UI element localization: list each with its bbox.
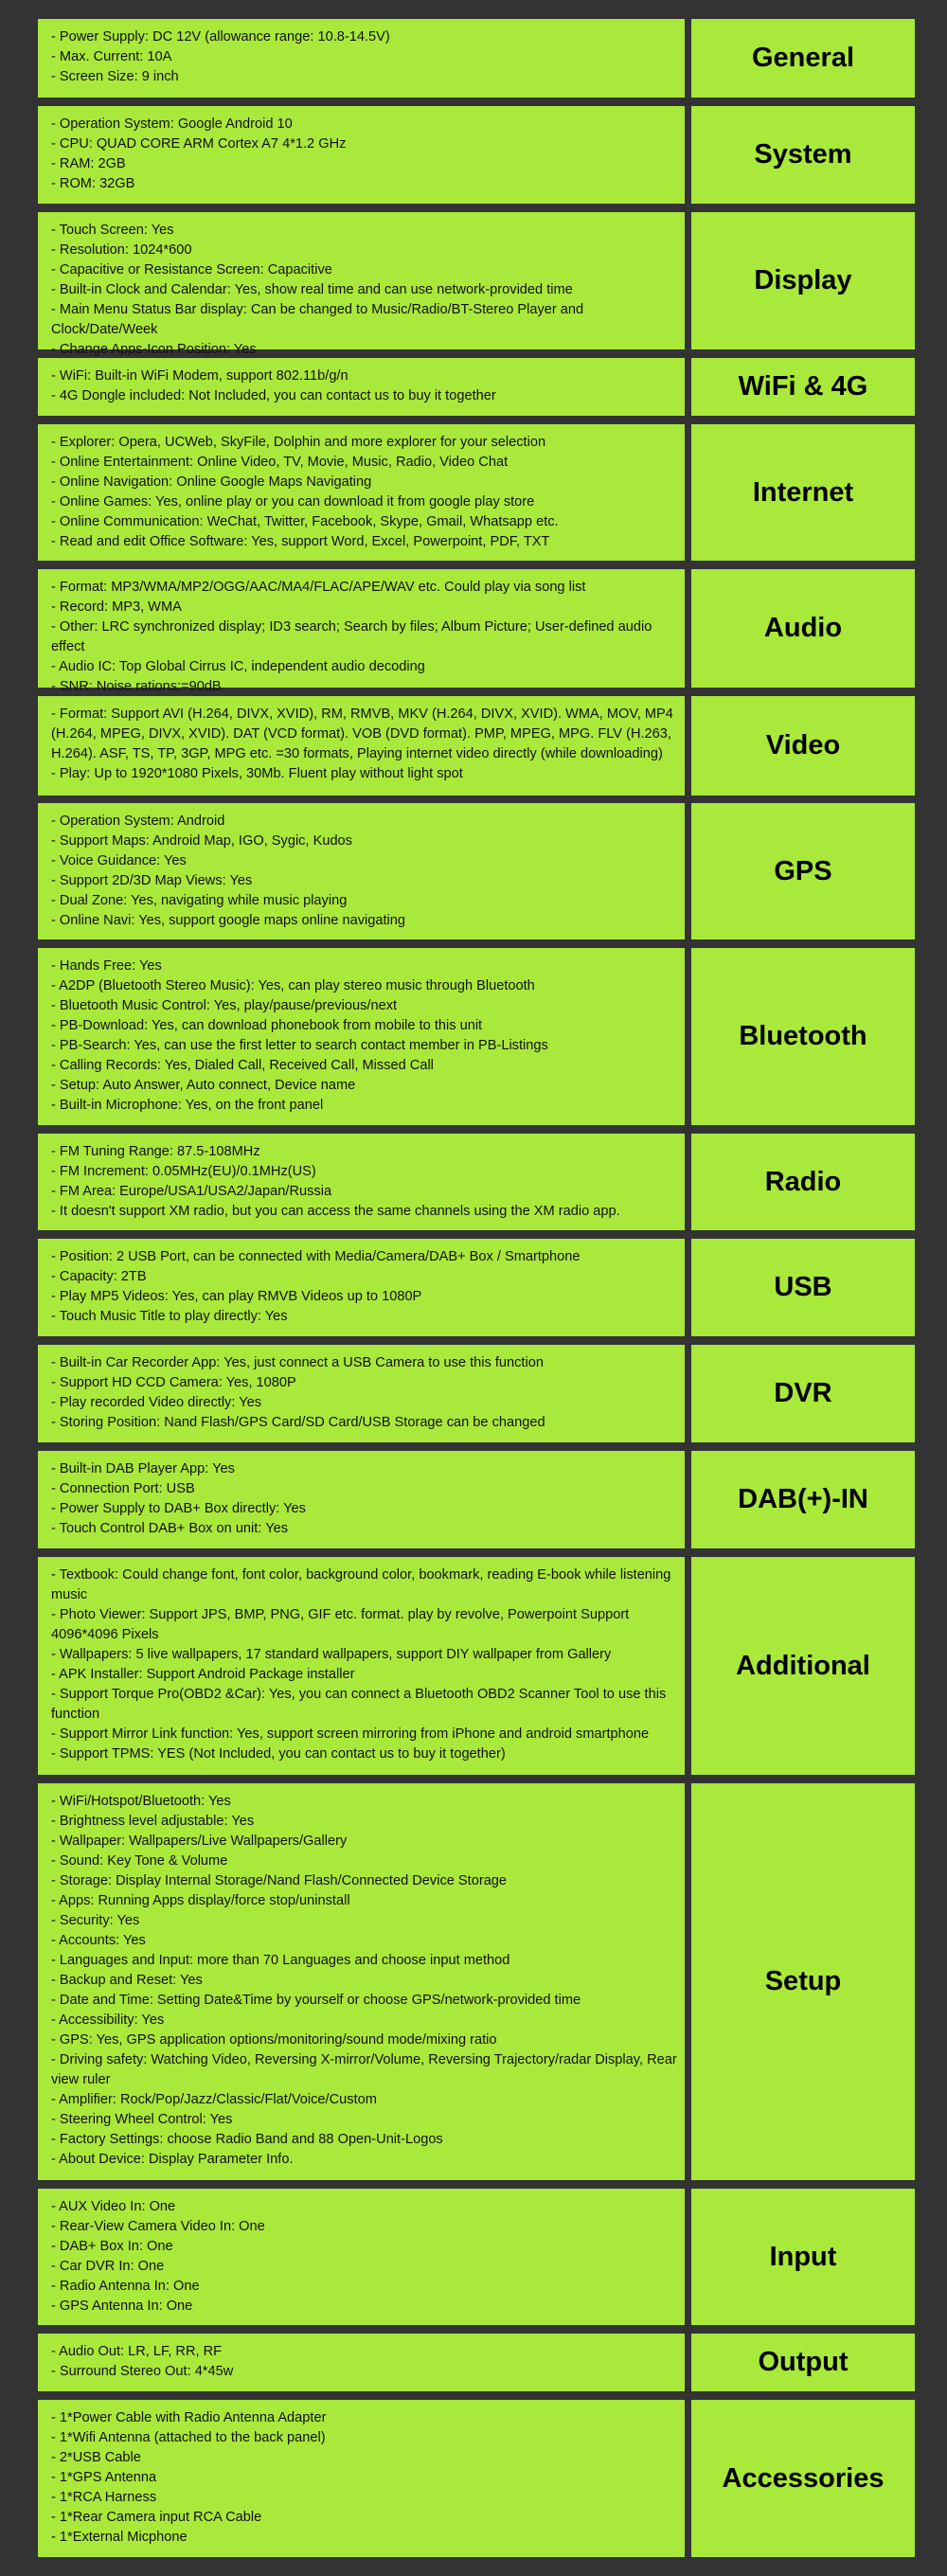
spec-line: - Setup: Auto Answer, Auto connect, Device name xyxy=(51,1078,356,1093)
spec-row-usb xyxy=(0,1239,947,1336)
spec-line: - 1*Rear Camera input RCA Cable xyxy=(51,2510,262,2525)
spec-heading-audio: Audio xyxy=(691,569,915,688)
spec-heading-usb: USB xyxy=(691,1239,915,1336)
spec-line: - Online Entertainment: Online Video, TV, Movie, Music, Radio, Video Chat xyxy=(51,455,509,470)
spec-line: - RAM: 2GB xyxy=(51,156,126,171)
spec-heading-additional: Additional xyxy=(691,1557,915,1775)
spec-line: - Connection Port: USB xyxy=(51,1481,195,1496)
spec-line: - Explorer: Opera, UCWeb, SkyFile, Dolphin and more explorer for your selection xyxy=(51,435,546,450)
spec-row-setup xyxy=(0,1783,947,2180)
spec-details-video xyxy=(38,696,685,796)
spec-line: - PB-Download: Yes, can download phonebook from mobile to this unit xyxy=(51,1018,483,1033)
spec-line: - Format: MP3/WMA/MP2/OGG/AAC/MA4/FLAC/APE/WAV etc. Could play via song list xyxy=(51,580,586,595)
spec-line: - PB-Search: Yes, can use the first letter to search contact member in PB-Listings xyxy=(51,1038,548,1053)
spec-line: - 1*GPS Antenna xyxy=(51,2470,157,2485)
spec-row-bluetooth xyxy=(0,948,947,1125)
spec-details-dab-in xyxy=(38,1451,685,1548)
spec-row-system xyxy=(0,106,947,204)
spec-details-general xyxy=(38,19,685,98)
spec-line: - Power Supply: DC 12V (allowance range: 10.8-14.5V) xyxy=(51,29,390,45)
spec-line: - 1*External Micphone xyxy=(51,2530,188,2545)
spec-line: - Accounts: Yes xyxy=(51,1933,146,1948)
spec-heading-input: Input xyxy=(691,2189,915,2325)
spec-line: - FM Area: Europe/USA1/USA2/Japan/Russia xyxy=(51,1184,332,1199)
spec-line: - Security: Yes xyxy=(51,1913,140,1928)
spec-line: - It doesn't support XM radio, but you can access the same channels using the XM radio app. xyxy=(51,1204,620,1219)
spec-line: - Online Communication: WeChat, Twitter, Facebook, Skype, Gmail, Whatsapp etc. xyxy=(51,514,559,529)
spec-line: - Support Mirror Link function: Yes, support screen mirroring from iPhone and android smartphone xyxy=(51,1726,650,1742)
spec-details-radio xyxy=(38,1134,685,1230)
spec-line: - Factory Settings: choose Radio Band and 88 Open-Unit-Logos xyxy=(51,2132,443,2147)
spec-line: - Position: 2 USB Port, can be connected with Media/Camera/DAB+ Box / Smartphone xyxy=(51,1249,581,1264)
spec-line: - Online Navi: Yes, support google maps online navigating xyxy=(51,913,405,928)
spec-row-internet xyxy=(0,424,947,561)
spec-line: - 1*Wifi Antenna (attached to the back panel) xyxy=(51,2430,326,2445)
spec-line: - Date and Time: Setting Date&Time by yourself or choose GPS/network-provided time xyxy=(51,1993,581,2008)
spec-heading-gps: GPS xyxy=(691,803,915,939)
spec-line: - Storing Position: Nand Flash/GPS Card/SD Card/USB Storage can be changed xyxy=(51,1415,545,1430)
spec-line: - AUX Video In: One xyxy=(51,2199,176,2214)
spec-line: - Dual Zone: Yes, navigating while music playing xyxy=(51,893,348,908)
spec-row-output xyxy=(0,2334,947,2391)
spec-line: - Support Torque Pro(OBD2 &Car): Yes, you can connect a Bluetooth OBD2 Scanner Tool to use this function xyxy=(51,1687,667,1722)
spec-details-system xyxy=(38,106,685,204)
spec-row-additional xyxy=(0,1557,947,1775)
spec-heading-wifi-4g: WiFi & 4G xyxy=(691,358,915,416)
spec-line: - 1*RCA Harness xyxy=(51,2490,157,2505)
spec-line: - WiFi: Built-in WiFi Modem, support 802.11b/g/n xyxy=(51,368,348,384)
spec-row-gps xyxy=(0,803,947,939)
spec-line: - Change Apps-Icon Position: Yes xyxy=(51,342,257,357)
spec-line: - Touch Music Title to play directly: Yes xyxy=(51,1309,288,1324)
spec-line: - Online Navigation: Online Google Maps Navigating xyxy=(51,474,372,490)
spec-line: - Photo Viewer: Support JPS, BMP, PNG, GIF etc. format. play by revolve, Powerpoint Support 4096*4096 Pixels xyxy=(51,1607,630,1642)
spec-line: - Read and edit Office Software: Yes, support Word, Excel, Powerpoint, PDF, TXT xyxy=(51,534,550,549)
spec-row-radio xyxy=(0,1134,947,1230)
spec-row-video xyxy=(0,696,947,796)
spec-row-wifi-4g xyxy=(0,358,947,416)
spec-line: - Support HD CCD Camera: Yes, 1080P xyxy=(51,1375,296,1390)
spec-details-setup xyxy=(38,1783,685,2180)
spec-heading-setup: Setup xyxy=(691,1783,915,2180)
spec-line: - Surround Stereo Out: 4*45w xyxy=(51,2364,234,2379)
spec-line: - GPS Antenna In: One xyxy=(51,2299,193,2314)
spec-line: - Screen Size: 9 inch xyxy=(51,69,179,84)
spec-line: - Radio Antenna In: One xyxy=(51,2279,200,2294)
spec-line: - Play recorded Video directly: Yes xyxy=(51,1395,262,1410)
spec-line: - Support 2D/3D Map Views: Yes xyxy=(51,873,253,888)
spec-details-additional xyxy=(38,1557,685,1775)
spec-line: - Online Games: Yes, online play or you can download it from google play store xyxy=(51,494,535,510)
spec-details-display xyxy=(38,212,685,357)
spec-line: - Textbook: Could change font, font color, background color, bookmark, reading E-book while listening music xyxy=(51,1567,671,1602)
spec-heading-general: General xyxy=(691,19,915,98)
spec-heading-output: Output xyxy=(691,2334,915,2391)
spec-line: - Max. Current: 10A xyxy=(51,49,172,64)
spec-line: - FM Increment: 0.05MHz(EU)/0.1MHz(US) xyxy=(51,1164,316,1179)
spec-line: - DAB+ Box In: One xyxy=(51,2239,173,2254)
spec-line: - APK Installer: Support Android Package installer xyxy=(51,1667,355,1682)
spec-line: - Amplifier: Rock/Pop/Jazz/Classic/Flat/Voice/Custom xyxy=(51,2092,377,2107)
spec-heading-dab-in: DAB(+)-IN xyxy=(691,1451,915,1548)
spec-line: - Car DVR In: One xyxy=(51,2259,165,2274)
spec-line: - Audio IC: Top Global Cirrus IC, independent audio decoding xyxy=(51,659,425,674)
spec-line: - Voice Guidance: Yes xyxy=(51,853,187,868)
spec-row-dab-in xyxy=(0,1451,947,1548)
spec-line: - Accessibility: Yes xyxy=(51,2012,165,2028)
spec-details-gps xyxy=(38,803,685,939)
spec-line: - Audio Out: LR, LF, RR, RF xyxy=(51,2344,223,2359)
spec-line: - Touch Screen: Yes xyxy=(51,223,174,238)
spec-line: - Power Supply to DAB+ Box directly: Yes xyxy=(51,1501,306,1516)
spec-details-wifi-4g xyxy=(38,358,685,416)
spec-heading-system: System xyxy=(691,106,915,204)
spec-heading-display: Display xyxy=(691,212,915,349)
spec-line: - GPS: Yes, GPS application options/monitoring/sound mode/mixing ratio xyxy=(51,2032,497,2048)
spec-line: - CPU: QUAD CORE ARM Cortex A7 4*1.2 GHz xyxy=(51,136,347,152)
spec-details-input xyxy=(38,2189,685,2325)
spec-details-bluetooth xyxy=(38,948,685,1125)
spec-row-general xyxy=(0,19,947,98)
spec-line: - SNR: Noise rations:=90dB xyxy=(51,679,222,694)
spec-line: - Storage: Display Internal Storage/Nand Flash/Connected Device Storage xyxy=(51,1873,508,1888)
spec-line: - Capacity: 2TB xyxy=(51,1269,147,1284)
spec-line: - Bluetooth Music Control: Yes, play/pause/previous/next xyxy=(51,998,398,1013)
spec-line: - ROM: 32GB xyxy=(51,176,135,191)
spec-details-internet xyxy=(38,424,685,561)
spec-heading-bluetooth: Bluetooth xyxy=(691,948,915,1125)
spec-heading-dvr: DVR xyxy=(691,1345,915,1442)
spec-line: - Apps: Running Apps display/force stop/uninstall xyxy=(51,1893,350,1908)
spec-line: - Play MP5 Videos: Yes, can play RMVB Videos up to 1080P xyxy=(51,1289,422,1304)
spec-row-dvr xyxy=(0,1345,947,1442)
spec-line: - Rear-View Camera Video In: One xyxy=(51,2219,265,2234)
spec-row-audio xyxy=(0,569,947,694)
spec-details-audio xyxy=(38,569,685,694)
spec-line: - About Device: Display Parameter Info. xyxy=(51,2152,294,2167)
spec-line: - 2*USB Cable xyxy=(51,2450,141,2465)
spec-row-input xyxy=(0,2189,947,2325)
spec-line: - Driving safety: Watching Video, Reversing X-mirror/Volume, Reversing Trajectory/radar Display, Rear view ruler xyxy=(51,2052,677,2087)
spec-line: - Wallpaper: Wallpapers/Live Wallpapers/Gallery xyxy=(51,1834,348,1849)
spec-line: - Backup and Reset: Yes xyxy=(51,1973,203,1988)
spec-line: - Languages and Input: more than 70 Languages and choose input method xyxy=(51,1953,510,1968)
spec-line: - Touch Control DAB+ Box on unit: Yes xyxy=(51,1521,289,1536)
spec-line: - Operation System: Google Android 10 xyxy=(51,116,293,132)
spec-heading-radio: Radio xyxy=(691,1134,915,1230)
spec-line: - 4G Dongle included: Not Included, you can contact us to buy it together xyxy=(51,388,496,403)
spec-line: - Built-in Car Recorder App: Yes, just connect a USB Camera to use this function xyxy=(51,1355,544,1370)
spec-line: - A2DP (Bluetooth Stereo Music): Yes, can play stereo music through Bluetooth xyxy=(51,978,535,993)
spec-line: - Support TPMS: YES (Not Included, you can contact us to buy it together) xyxy=(51,1746,506,1762)
spec-heading-video: Video xyxy=(691,696,915,796)
spec-details-output xyxy=(38,2334,685,2391)
spec-line: - Hands Free: Yes xyxy=(51,958,162,974)
spec-line: - Calling Records: Yes, Dialed Call, Received Call, Missed Call xyxy=(51,1058,434,1073)
spec-line: - Built-in Microphone: Yes, on the front panel xyxy=(51,1098,324,1113)
spec-line: - Main Menu Status Bar display: Can be changed to Music/Radio/BT-Stereo Player and Clock/Date/Week xyxy=(51,302,584,337)
spec-line: - Resolution: 1024*600 xyxy=(51,242,192,258)
spec-line: - Record: MP3, WMA xyxy=(51,599,182,615)
spec-row-accessories xyxy=(0,2400,947,2557)
spec-line: - Sound: Key Tone & Volume xyxy=(51,1853,228,1869)
spec-line: - Other: LRC synchronized display; ID3 search; Search by files; Album Picture; User-defined audio effect xyxy=(51,619,652,654)
spec-line: - Wallpapers: 5 live wallpapers, 17 standard wallpapers, support DIY wallpaper from Gallery xyxy=(51,1647,612,1662)
spec-line: - Support Maps: Android Map, IGO, Sygic, Kudos xyxy=(51,833,352,849)
spec-line: - Built-in DAB Player App: Yes xyxy=(51,1461,235,1476)
spec-line: - 1*Power Cable with Radio Antenna Adapter xyxy=(51,2410,327,2425)
spec-line: - WiFi/Hotspot/Bluetooth: Yes xyxy=(51,1794,231,1809)
spec-line: - Built-in Clock and Calendar: Yes, show real time and can use network-provided time xyxy=(51,282,573,297)
spec-line: - Operation System: Android xyxy=(51,814,225,829)
spec-row-display xyxy=(0,212,947,357)
spec-details-dvr xyxy=(38,1345,685,1442)
spec-details-usb xyxy=(38,1239,685,1336)
spec-heading-accessories: Accessories xyxy=(691,2400,915,2557)
spec-line: - Steering Wheel Control: Yes xyxy=(51,2112,233,2127)
spec-line: - Brightness level adjustable: Yes xyxy=(51,1814,255,1829)
spec-details-accessories xyxy=(38,2400,685,2557)
spec-line: - Play: Up to 1920*1080 Pixels, 30Mb. Fluent play without light spot xyxy=(51,766,463,781)
spec-line: - Format: Support AVI (H.264, DIVX, XVID), RM, RMVB, MKV (H.264, DIVX, XVID). WMA, MOV, MP4 (H.264, MPEG, DIVX, XVID). DAT (VCD format). VOB (DVD format). PMP, MPEG, MPG. FLV (H.263, H.264). ASF, TS, TP, 3GP, MPG etc. =30 formats, Playing internet video directly (while downloading) xyxy=(51,707,673,761)
spec-line: - Capacitive or Resistance Screen: Capacitive xyxy=(51,262,332,277)
spec-line: - FM Tuning Range: 87.5-108MHz xyxy=(51,1144,260,1159)
spec-heading-internet: Internet xyxy=(691,424,915,561)
